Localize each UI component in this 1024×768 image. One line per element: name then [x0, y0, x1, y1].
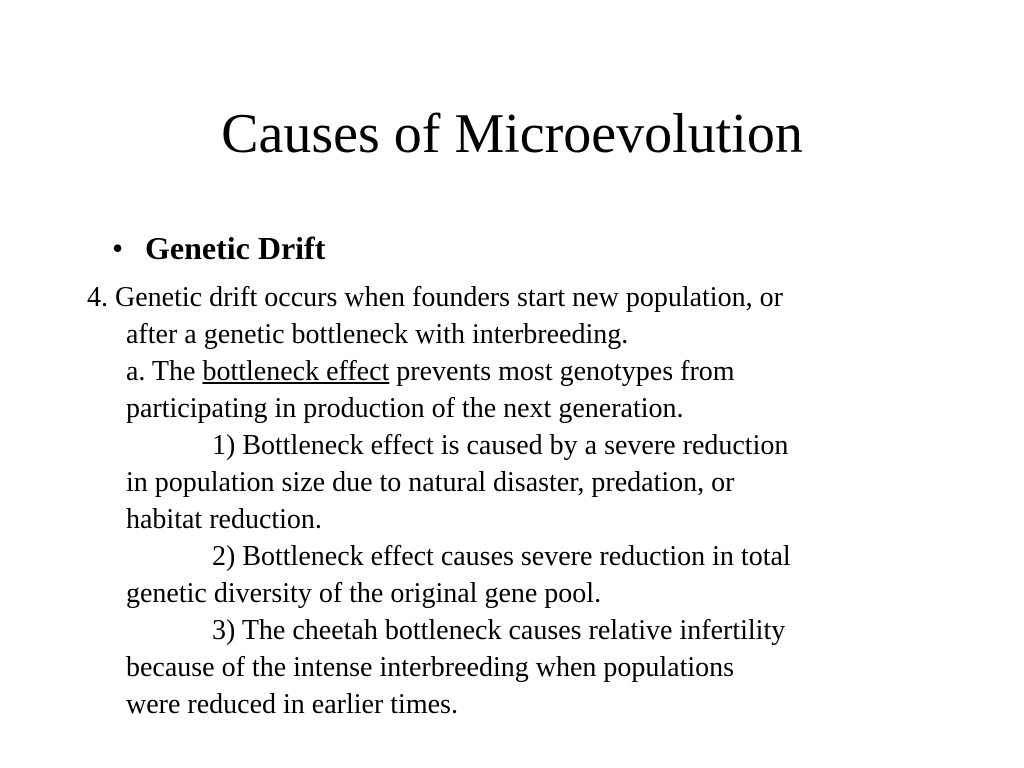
body-text: [87, 279, 967, 723]
body-line: participating in production of the next generation.: [126, 393, 684, 424]
body-line: after a genetic bottleneck with interbreeding.: [126, 319, 629, 350]
body-line: in population size due to natural disaster, predation, or: [126, 467, 735, 498]
bottleneck-effect-term: bottleneck effect: [202, 356, 390, 387]
body-line: 1) Bottleneck effect is caused by a severe reduction: [212, 430, 789, 461]
body-line: 2) Bottleneck effect causes severe reduction in total: [212, 541, 791, 572]
body-line: were reduced in earlier times.: [126, 689, 458, 720]
body-line: 4. Genetic drift occurs when founders start new population, or: [87, 282, 783, 313]
bullet-label: Genetic Drift: [145, 230, 326, 266]
bullet-heading: [112, 226, 325, 270]
body-line: [87, 353, 967, 390]
bullet-icon: •: [112, 230, 124, 266]
body-line: because of the intense interbreeding when populations: [126, 652, 735, 683]
body-line-prefix: a. The: [126, 356, 203, 387]
slide-title: Causes of Microevolution: [221, 103, 803, 165]
body-line: 3) The cheetah bottleneck causes relative infertility: [212, 615, 786, 646]
body-line: habitat reduction.: [126, 504, 322, 535]
body-line-suffix: prevents most genotypes from: [389, 356, 735, 387]
body-line: genetic diversity of the original gene pool.: [126, 578, 602, 609]
